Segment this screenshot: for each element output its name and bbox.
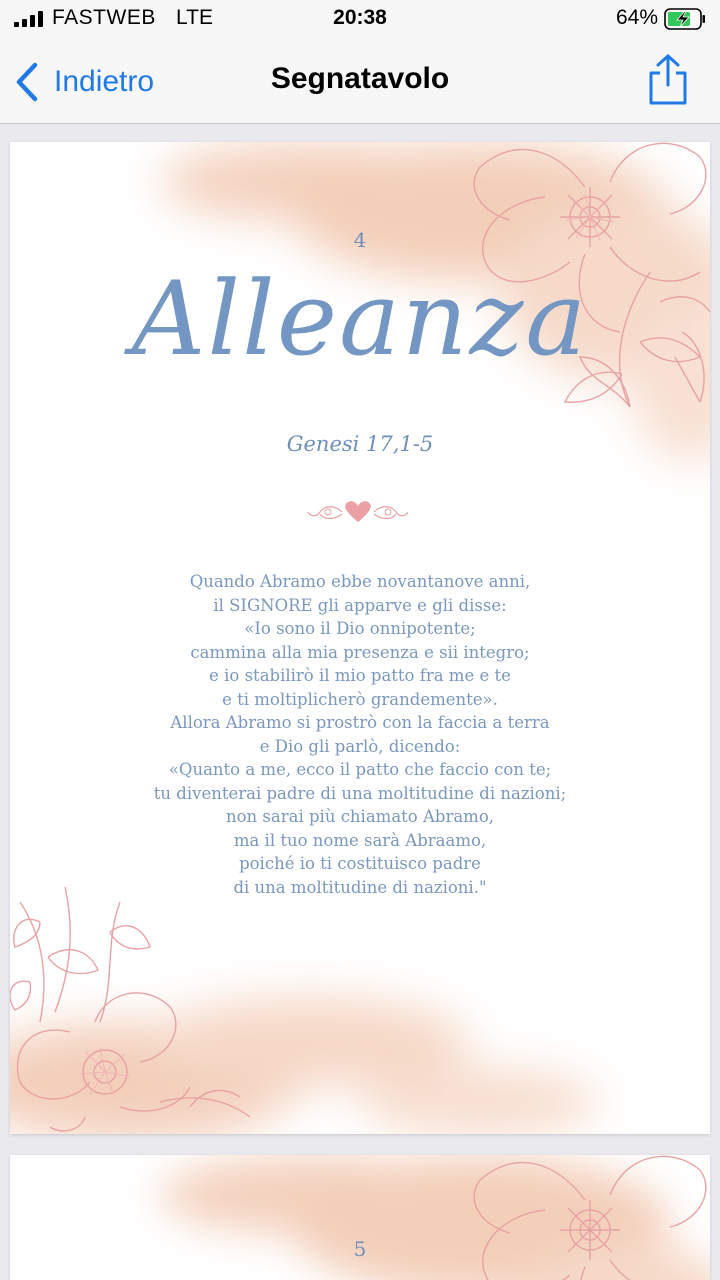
heart-ornament-icon	[306, 498, 410, 526]
navigation-bar	[0, 40, 720, 124]
battery-percentage: 64%	[615, 6, 658, 29]
document-viewer[interactable]	[0, 125, 720, 1280]
status-time: 20:38	[333, 6, 387, 29]
verse-line: «Quanto a me, ecco il patto che faccio con te;	[168, 760, 552, 779]
network-type: LTE	[176, 6, 213, 29]
verse-line: Allora Abramo si prostrò con la faccia a terra	[170, 713, 550, 732]
document-page	[10, 1155, 710, 1280]
page-number: 4	[353, 228, 367, 252]
verse-line: Quando Abramo ebbe novantanove anni,	[189, 572, 531, 591]
page-title: Segnatavolo	[270, 62, 450, 95]
verse-line: ma il tuo nome sarà Abraamo,	[233, 830, 487, 850]
back-button-label: Indietro	[54, 65, 155, 98]
verse-line: non sarai più chiamato Abramo,	[226, 807, 494, 826]
scripture-reference: Genesi 17,1-5	[286, 432, 434, 456]
verse-line: e ti moltiplicherò grandemente».	[222, 689, 498, 709]
carrier-name: FASTWEB	[52, 6, 156, 29]
verse-line: cammina alla mia presenza e sii integro;	[190, 642, 530, 662]
verse-line: il SIGNORE gli apparve e gli disse:	[213, 595, 507, 615]
verse-line: «Io sono il Dio onnipotente;	[244, 619, 476, 638]
verse-line: di una moltitudine di nazioni."	[233, 877, 487, 897]
floral-decoration	[10, 1155, 710, 1280]
verse-line: poiché io ti costituisco padre	[239, 854, 481, 873]
verse-line: e Dio gli parlò, dicendo:	[259, 736, 461, 756]
document-page	[10, 142, 710, 1134]
scripture-text	[10, 570, 710, 899]
page-number: 5	[353, 1237, 367, 1261]
share-icon[interactable]	[646, 54, 690, 106]
table-name-title: Alleanza	[131, 260, 589, 379]
status-bar	[0, 0, 720, 40]
battery-charging-icon	[664, 8, 706, 30]
verse-line: tu diventerai padre di una moltitudine di nazioni;	[153, 783, 567, 803]
verse-line: e io stabilirò il mio patto fra me e te	[209, 666, 511, 685]
